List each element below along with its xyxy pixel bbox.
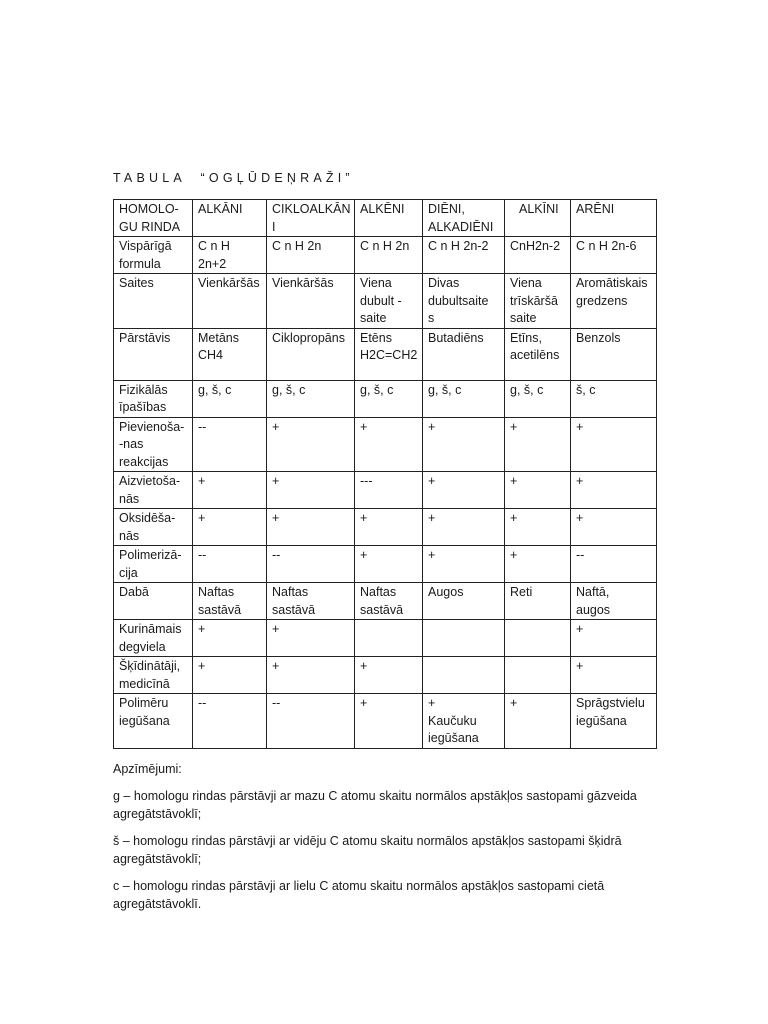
table-cell: Viena trīskāršā saite <box>505 274 571 329</box>
table-cell: + <box>355 509 423 546</box>
table-cell: + <box>267 509 355 546</box>
header-row <box>114 200 657 237</box>
table-cell: + <box>571 509 657 546</box>
table-cell: CIKLOALKĀN I <box>267 200 355 237</box>
table-cell: ALKĒNI <box>355 200 423 237</box>
table-cell <box>505 620 571 657</box>
table-cell: + <box>505 472 571 509</box>
table-title: TABULA “OGĻŪDEŅRAŽI” <box>113 171 354 185</box>
table-cell <box>423 657 505 694</box>
row-label-cell: Saites <box>114 274 193 329</box>
table-cell: + <box>267 472 355 509</box>
table-cell: š, c <box>571 380 657 417</box>
table-cell: C n H 2n+2 <box>193 237 267 274</box>
table-cell: + <box>267 657 355 694</box>
table-cell: + <box>193 509 267 546</box>
table-cell: g, š, c <box>355 380 423 417</box>
table-cell: + <box>571 620 657 657</box>
table-cell: DIĒNI, ALKADIĒNI <box>423 200 505 237</box>
table-cell: + Kaučuku iegūšana <box>423 694 505 749</box>
table-cell: + <box>267 620 355 657</box>
table-cell: + <box>571 472 657 509</box>
row-label-cell: Kurināmais degviela <box>114 620 193 657</box>
table-cell: + <box>193 620 267 657</box>
table-cell <box>355 620 423 657</box>
table-cell: -- <box>193 417 267 472</box>
table-cell: + <box>423 472 505 509</box>
table-cell: + <box>423 509 505 546</box>
table-cell: Naftas sastāvā <box>267 583 355 620</box>
row-label-cell: Polimerizā- cija <box>114 546 193 583</box>
row-label-cell: Šķīdinātāji, medicīnā <box>114 657 193 694</box>
table-cell: Vienkāršās <box>193 274 267 329</box>
table-row <box>114 274 657 329</box>
row-label-cell: Dabā <box>114 583 193 620</box>
table-row <box>114 546 657 583</box>
table-cell: Benzols <box>571 328 657 380</box>
table-cell: g, š, c <box>505 380 571 417</box>
table-cell: Metāns CH4 <box>193 328 267 380</box>
table-cell: -- <box>267 694 355 749</box>
table-row <box>114 509 657 546</box>
table-cell: + <box>423 546 505 583</box>
table-cell: + <box>505 417 571 472</box>
table-row <box>114 620 657 657</box>
table-cell: Naftā, augos <box>571 583 657 620</box>
table-cell: g, š, c <box>193 380 267 417</box>
table-row <box>114 417 657 472</box>
row-label-cell: Fizikālās īpašības <box>114 380 193 417</box>
table-cell: Sprāgstvielu iegūšana <box>571 694 657 749</box>
table-cell: -- <box>267 546 355 583</box>
table-cell: C n H 2n-2 <box>423 237 505 274</box>
hydrocarbons-table <box>113 199 657 749</box>
table-cell: + <box>505 546 571 583</box>
note-s: š – homologu rindas pārstāvji ar vidēju C atomu skaitu normālos apstākļos sastopami šķidrā agregātstāvoklī; <box>113 834 622 866</box>
table-cell: + <box>505 694 571 749</box>
table-cell: g, š, c <box>423 380 505 417</box>
table-cell: CnH2n-2 <box>505 237 571 274</box>
table-cell: Naftas sastāvā <box>355 583 423 620</box>
note-c: c – homologu rindas pārstāvji ar lielu C atomu skaitu normālos apstākļos sastopami cietā agregātstāvoklī. <box>113 879 605 911</box>
table-cell: C n H 2n <box>355 237 423 274</box>
table-cell: Augos <box>423 583 505 620</box>
table-cell: + <box>193 472 267 509</box>
table-cell: --- <box>355 472 423 509</box>
table-row <box>114 237 657 274</box>
table-cell: -- <box>571 546 657 583</box>
row-label-cell: Pievienoša- -nas reakcijas <box>114 417 193 472</box>
table-row <box>114 583 657 620</box>
table-cell: + <box>355 546 423 583</box>
table-cell: -- <box>193 546 267 583</box>
table-cell: Etīns, acetilēns <box>505 328 571 380</box>
row-label-cell: Vispārīgā formula <box>114 237 193 274</box>
table-cell: + <box>355 694 423 749</box>
table-cell: Ciklopropāns <box>267 328 355 380</box>
table-cell: Reti <box>505 583 571 620</box>
table-cell: + <box>571 417 657 472</box>
row-label-cell: HOMOLO- GU RINDA <box>114 200 193 237</box>
table-row <box>114 657 657 694</box>
table-cell: Vienkāršās <box>267 274 355 329</box>
table-cell: C n H 2n-6 <box>571 237 657 274</box>
table-row <box>114 694 657 749</box>
row-label-cell: Oksidēša- nās <box>114 509 193 546</box>
note-g: g – homologu rindas pārstāvji ar mazu C atomu skaitu normālos apstākļos sastopami gāzveida agregātstāvoklī; <box>113 789 637 821</box>
row-label-cell: Pārstāvis <box>114 328 193 380</box>
table-cell: -- <box>193 694 267 749</box>
table-row <box>114 380 657 417</box>
table-row <box>114 472 657 509</box>
row-label-cell: Aizvietoša- nās <box>114 472 193 509</box>
table-cell: ALKĪNI <box>505 200 571 237</box>
table-cell: Butadiēns <box>423 328 505 380</box>
table-row <box>114 328 657 380</box>
table-cell: + <box>193 657 267 694</box>
table-cell: ALKĀNI <box>193 200 267 237</box>
table-cell: C n H 2n <box>267 237 355 274</box>
table-cell: + <box>423 417 505 472</box>
notes-heading: Apzīmējumi: <box>113 762 182 776</box>
table-cell: Naftas sastāvā <box>193 583 267 620</box>
table-cell <box>423 620 505 657</box>
table-cell: g, š, c <box>267 380 355 417</box>
table-cell: + <box>267 417 355 472</box>
table-cell: + <box>571 657 657 694</box>
table-cell: + <box>355 657 423 694</box>
table-cell: Etēns H2C=CH2 <box>355 328 423 380</box>
row-label-cell: Polimēru iegūšana <box>114 694 193 749</box>
table-cell: ARĒNI <box>571 200 657 237</box>
table-cell: Viena dubult - saite <box>355 274 423 329</box>
table-cell: Aromātiskais gredzens <box>571 274 657 329</box>
legend-notes <box>113 760 673 922</box>
table-cell <box>505 657 571 694</box>
table-cell: Divas dubultsaite s <box>423 274 505 329</box>
table-cell: + <box>505 509 571 546</box>
table-cell: + <box>355 417 423 472</box>
